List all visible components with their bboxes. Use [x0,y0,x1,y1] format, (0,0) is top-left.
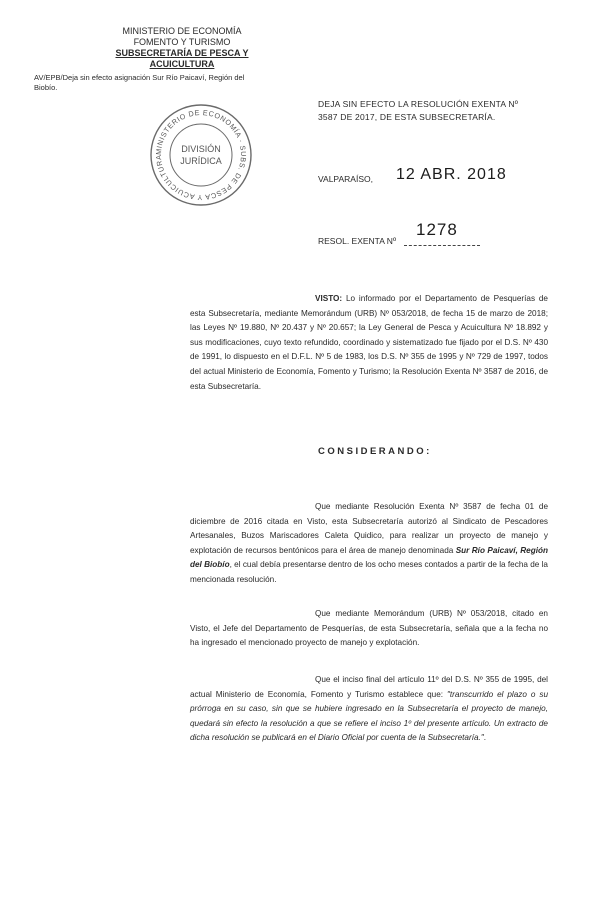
visto-text: Lo informado por el Departamento de Pesquerías de esta Subsecretaría, mediante Memorándum (URB) Nº 053/2018, de fecha 15 de marzo de 2018; las Leyes Nº 19.880, Nº 20.437 y Nº 20.657; la Ley General de Pesca y Acuicultura Nº 18.892 y sus modificaciones, cuyo texto refundido, coordinado y sistematizado fue fijado por el D.S. Nº 430 de 1991, lo dispuesto en el D.F.L. Nº 5 de 1983, los D.S. Nº 355 de 1995 y Nº 729 de 1997, todos del actual Ministerio de Economía, Fomento y Turismo; la Resolución Exenta Nº 3587 de 2016, de esta Subsecretaría. [190,294,548,391]
considerando-heading: CONSIDERANDO: [318,446,432,457]
resolution-number: 1278 [416,220,458,239]
considerando-1-text-a: Que mediante Resolución Exenta Nº 3587 de fecha 01 de diciembre de 2016 citada en Visto, esta Subsecretaría autorizó al Sindicato de Pescadores Artesanales, Buzos Mariscadores Caleta Quidico, para realizar un proyecto de manejo y explotación de recursos bentónicos para el área de manejo denominada [190,502,548,555]
considerando-3 [190,673,548,746]
considerando-2: Que mediante Memorándum (URB) Nº 053/2018, citado en Visto, el Jefe del Departamento de Pesquerías, de esta Subsecretaría, señala que a la fecha no ha ingresado el mencionado proyecto de manejo y explotación. [190,609,548,648]
resolution-number-line [404,245,480,246]
considerando-3-text-a: Que el inciso final del artículo 11º del D.S. Nº 355 de 1995, del actual Ministerio de Economía, Fomento y Turismo establece que: [190,675,548,699]
resolution-subject: DEJA SIN EFECTO LA RESOLUCIÓN EXENTA Nº 3587 DE 2017, DE ESTA SUBSECRETARÍA. [318,99,519,122]
letterhead-ministry: MINISTERIO DE ECONOMÍA [122,26,242,36]
considerando-1-area-name: Sur Río Paicaví, Región del Biobío [190,545,549,570]
stamp-center-line1: DIVISIÓN [181,144,221,154]
considerando-3-quote: "transcurrido el plazo o su prórroga en su caso, sin que se hubiere ingresado en la Subsecretaría el proyecto de manejo, quedará sin efecto la resolución a que se refiere el inciso 1º del presente artículo. Un extracto de dicha resolución se publicará en el Diario Oficial por cuenta de la Subsecretaría." [190,689,548,743]
resolution-label: RESOL. EXENTA Nº [318,236,397,246]
letterhead-branch: FOMENTO Y TURISMO [133,37,231,47]
letterhead-subsecretariat: SUBSECRETARÍA DE PESCA Y ACUICULTURA [115,48,249,69]
stamp-center-line2: JURÍDICA [180,156,222,166]
visto-paragraph [190,292,548,394]
visto-label: VISTO: [315,294,343,303]
svg-text:MINISTERIO DE ECONOMÍA · SUBS. [154,108,248,202]
place-label: VALPARAÍSO, [318,174,373,184]
resolution-date: 12 ABR. 2018 [396,166,507,183]
reference-code: AV/EPB/Deja sin efecto asignación Sur Río Paicaví, Región del Biobío. [34,73,245,92]
considerando-1 [190,500,548,588]
considerando-1-text-c: , el cual debía presentarse dentro de los ocho meses contados a partir de la fecha de la mencionada resolución. [190,560,548,584]
letterhead [92,26,272,70]
considerando-3-text-c: . [483,733,487,743]
division-juridica-stamp [146,100,256,210]
stamp-ring-text: MINISTERIO DE ECONOMÍA · SUBS. DE PESCA Y ACUICULTURA [153,107,249,203]
